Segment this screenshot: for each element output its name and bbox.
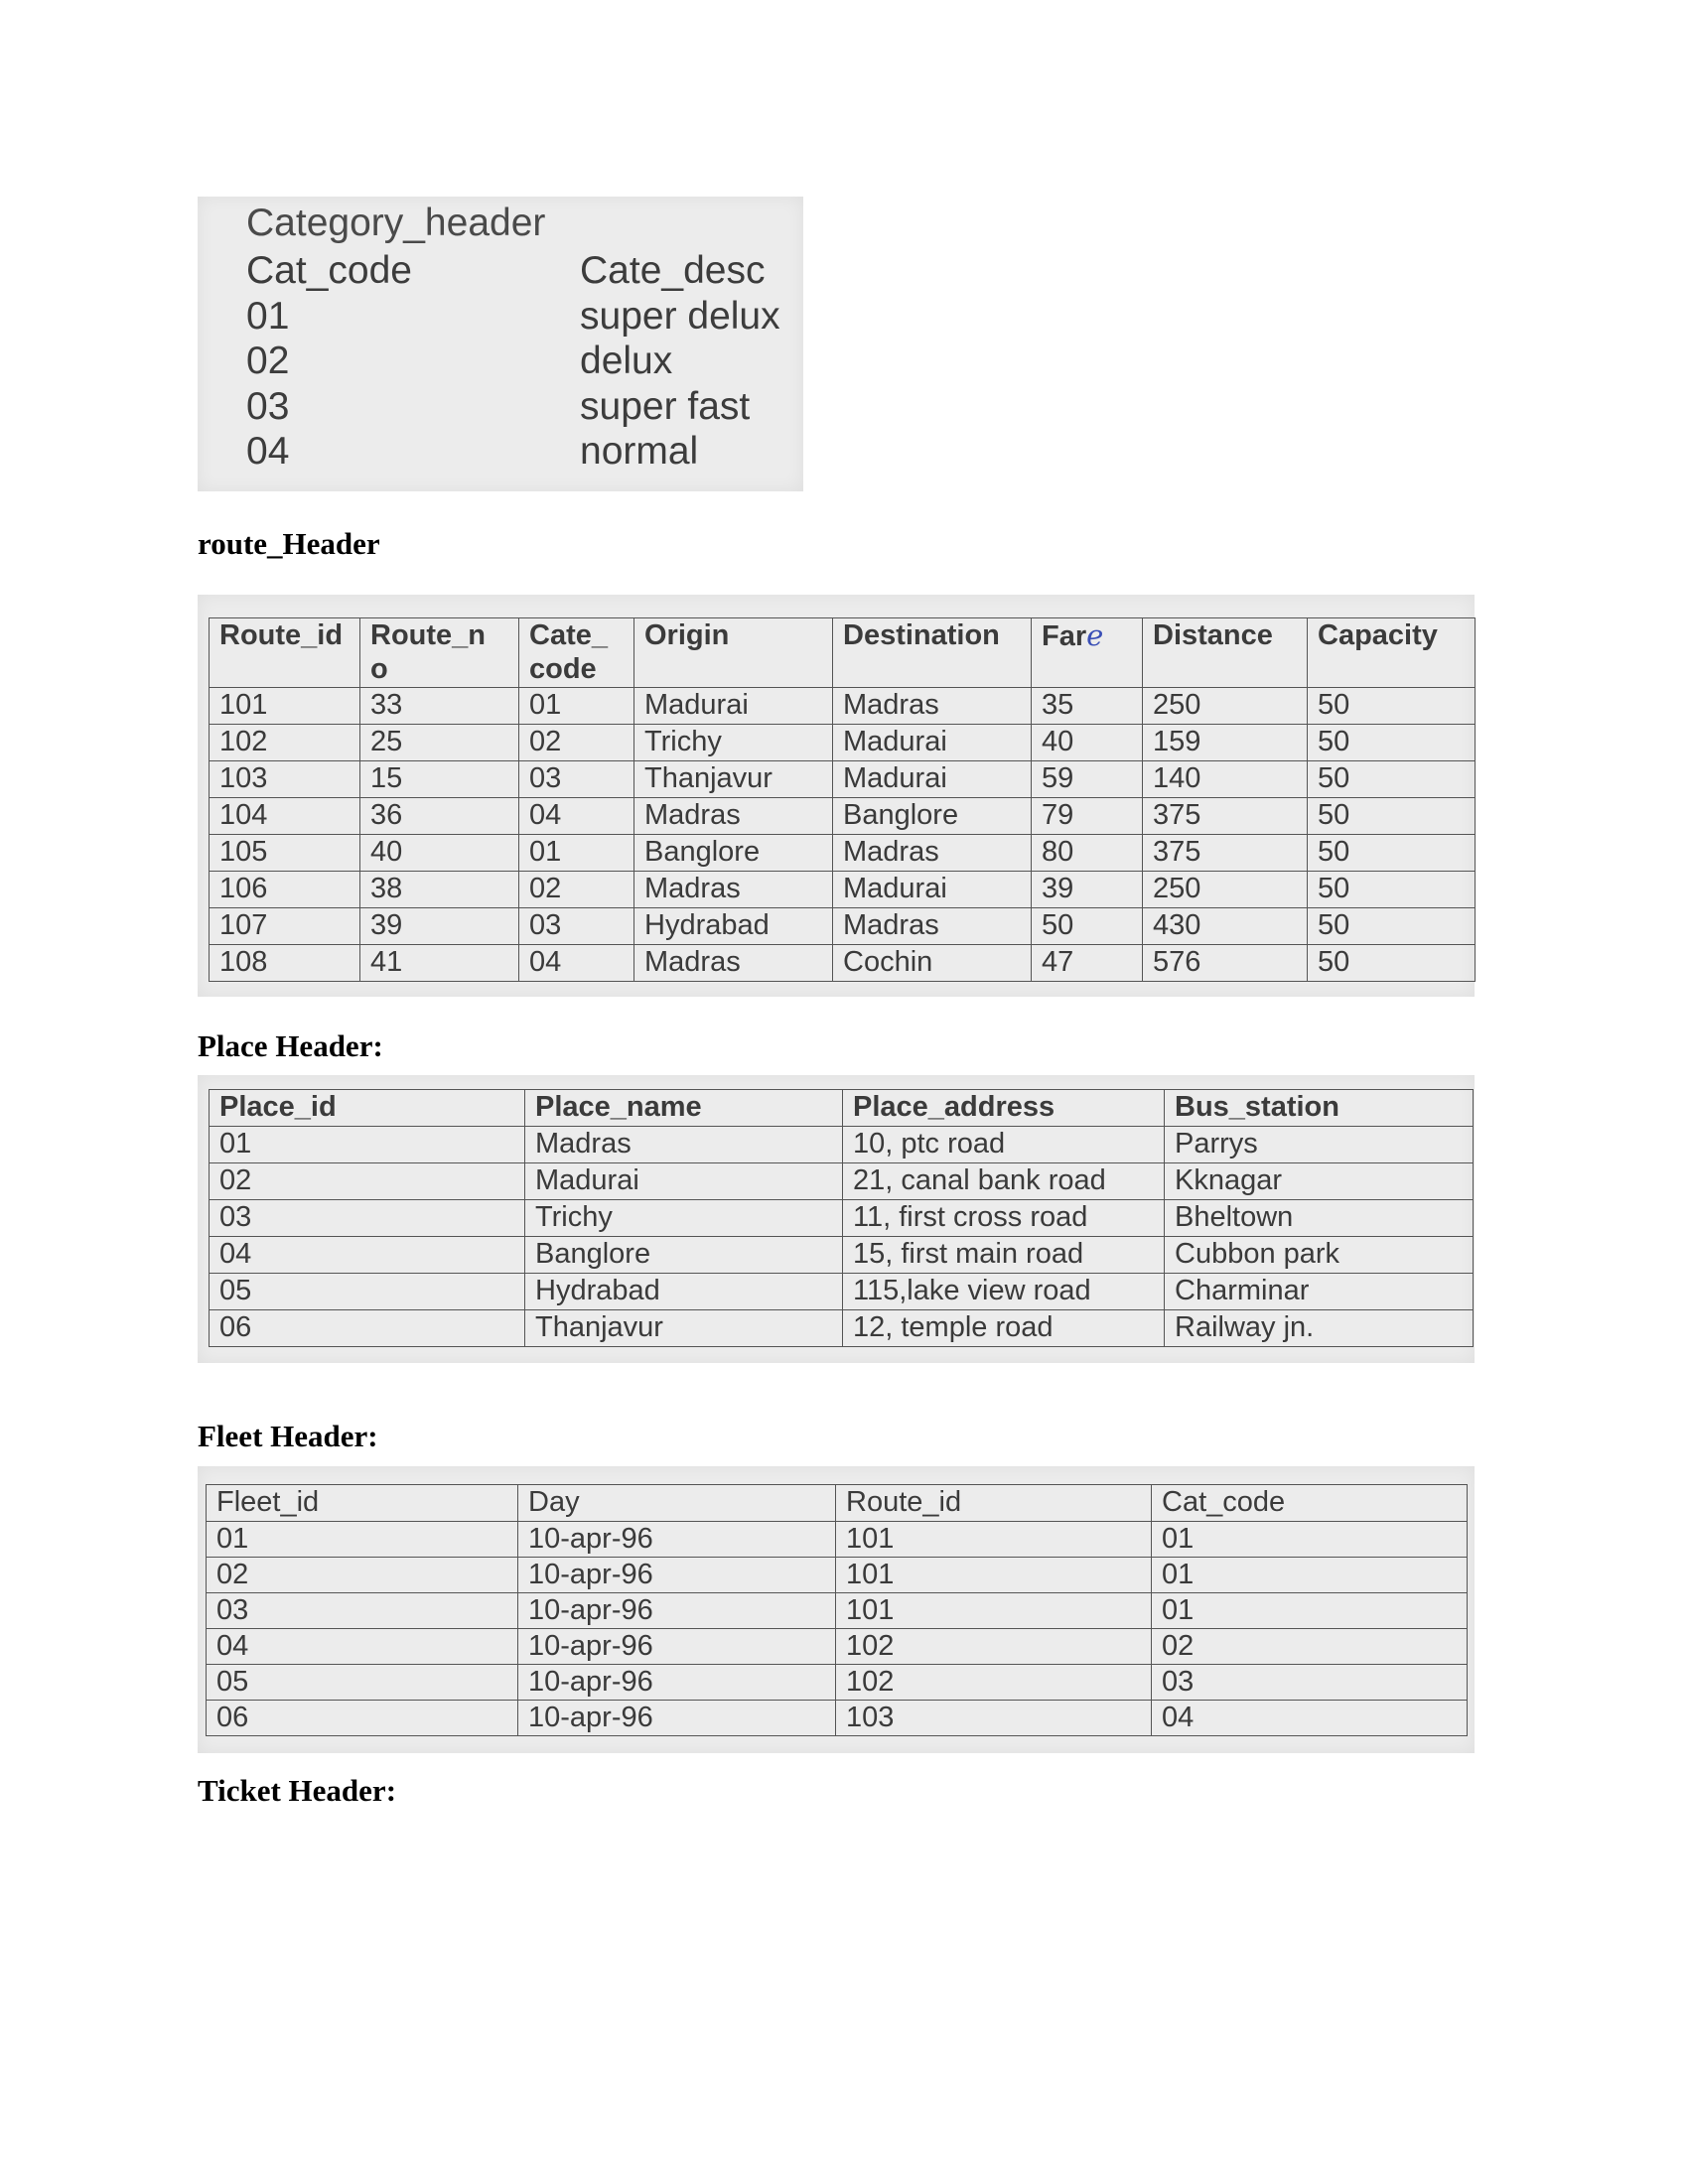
table-cell: 103 [210,761,360,798]
table-cell: 103 [836,1701,1152,1736]
table-row [210,872,1476,908]
table-cell: 25 [360,725,519,761]
table-cell: 06 [207,1701,518,1736]
table-cell: Trichy [634,725,833,761]
route-col-cate-code: Cate_ code [519,618,634,688]
table-cell: 101 [210,688,360,725]
table-cell: Madurai [833,872,1032,908]
table-cell: 50 [1032,908,1143,945]
table-cell: 47 [1032,945,1143,982]
table-cell: 03 [210,1200,525,1237]
table-cell: 50 [1308,872,1476,908]
table-cell: 01 [1152,1558,1468,1593]
table-cell: 03 [1152,1665,1468,1701]
fleet-col-cat-code: Cat_code [1152,1485,1468,1522]
table-row [210,945,1476,982]
table-cell: 104 [210,798,360,835]
category-desc: super fast [580,384,751,428]
fleet-col-fleet-id: Fleet_id [207,1485,518,1522]
fleet-table [206,1484,1468,1736]
table-row [207,1701,1468,1736]
category-code-header: Cat_code [246,249,412,292]
table-cell: 02 [210,1163,525,1200]
category-code-column [246,248,412,475]
table-cell: 10-apr-96 [518,1701,836,1736]
table-cell: 03 [519,908,634,945]
route-col-route-id: Route_id [210,618,360,688]
table-cell: 80 [1032,835,1143,872]
table-cell: 10, ptc road [843,1127,1165,1163]
table-row [210,1237,1474,1274]
table-row [210,1163,1474,1200]
table-cell: 102 [210,725,360,761]
table-cell: Madras [634,872,833,908]
route-col-fare-handwritten: e [1086,618,1104,652]
route-col-origin: Origin [634,618,833,688]
table-cell: 06 [210,1310,525,1347]
table-cell: 576 [1143,945,1308,982]
table-cell: Madras [634,798,833,835]
table-cell: 01 [210,1127,525,1163]
category-code: 04 [246,430,290,473]
table-cell: 50 [1308,908,1476,945]
table-cell: Cochin [833,945,1032,982]
route-header-row [210,618,1476,688]
table-cell: 01 [1152,1522,1468,1558]
table-cell: 102 [836,1665,1152,1701]
table-cell: 106 [210,872,360,908]
table-cell: 430 [1143,908,1308,945]
fleet-header-row [207,1485,1468,1522]
table-cell: 101 [836,1558,1152,1593]
table-cell: 101 [836,1522,1152,1558]
table-cell: 10-apr-96 [518,1629,836,1665]
table-cell: Railway jn. [1165,1310,1474,1347]
category-desc-header: Cate_desc [580,249,766,292]
table-cell: 375 [1143,835,1308,872]
table-cell: Madurai [525,1163,843,1200]
table-cell: 102 [836,1629,1152,1665]
table-cell: 250 [1143,688,1308,725]
table-cell: 02 [519,872,634,908]
table-cell: 50 [1308,798,1476,835]
table-cell: Madurai [634,688,833,725]
table-cell: 04 [1152,1701,1468,1736]
route-col-fare-print: Far [1042,620,1087,652]
table-cell: Hydrabad [634,908,833,945]
category-desc: delux [580,340,673,382]
table-row [210,1274,1474,1310]
table-cell: 04 [519,945,634,982]
table-cell: 41 [360,945,519,982]
table-cell: 03 [207,1593,518,1629]
category-title: Category_header [246,202,546,244]
category-code: 01 [246,294,290,338]
table-cell: Cubbon park [1165,1237,1474,1274]
table-cell: Charminar [1165,1274,1474,1310]
table-cell: 159 [1143,725,1308,761]
table-cell: Madurai [833,761,1032,798]
table-cell: 03 [519,761,634,798]
table-cell: 01 [207,1522,518,1558]
table-cell: 02 [1152,1629,1468,1665]
place-table [209,1089,1474,1347]
table-cell: 50 [1308,761,1476,798]
fleet-heading: Fleet Header: [198,1419,378,1453]
table-row [210,835,1476,872]
table-cell: 04 [210,1237,525,1274]
table-cell: Bheltown [1165,1200,1474,1237]
place-col-bus-station: Bus_station [1165,1090,1474,1127]
route-col-destination: Destination [833,618,1032,688]
table-cell: 140 [1143,761,1308,798]
category-desc: normal [580,430,699,473]
table-cell: 38 [360,872,519,908]
table-cell: Banglore [525,1237,843,1274]
table-row [210,688,1476,725]
table-cell: 250 [1143,872,1308,908]
table-cell: 50 [1308,945,1476,982]
route-col-route-no: Route_n o [360,618,519,688]
table-row [207,1522,1468,1558]
table-row [210,725,1476,761]
table-cell: 39 [1032,872,1143,908]
table-cell: 05 [207,1665,518,1701]
table-cell: Madras [634,945,833,982]
table-cell: 108 [210,945,360,982]
table-row [210,908,1476,945]
table-cell: 21, canal bank road [843,1163,1165,1200]
table-cell: 59 [1032,761,1143,798]
table-cell: 10-apr-96 [518,1593,836,1629]
table-cell: 10-apr-96 [518,1558,836,1593]
table-cell: 40 [1032,725,1143,761]
table-row [207,1665,1468,1701]
table-cell: Thanjavur [525,1310,843,1347]
route-heading: route_Header [198,526,380,561]
table-cell: 105 [210,835,360,872]
table-row [210,1127,1474,1163]
table-cell: 115,lake view road [843,1274,1165,1310]
table-cell: 33 [360,688,519,725]
table-cell: 05 [210,1274,525,1310]
place-col-place-id: Place_id [210,1090,525,1127]
table-cell: 15, first main road [843,1237,1165,1274]
table-cell: 375 [1143,798,1308,835]
table-cell: 50 [1308,688,1476,725]
place-heading: Place Header: [198,1028,383,1063]
table-row [207,1593,1468,1629]
ticket-heading: Ticket Header: [198,1773,397,1808]
table-cell: 50 [1308,835,1476,872]
table-cell: 50 [1308,725,1476,761]
place-header-row [210,1090,1474,1127]
table-cell: 35 [1032,688,1143,725]
table-cell: Madras [525,1127,843,1163]
table-cell: Madras [833,908,1032,945]
table-cell: 39 [360,908,519,945]
table-cell: 36 [360,798,519,835]
table-cell: 79 [1032,798,1143,835]
fleet-col-day: Day [518,1485,836,1522]
route-col-distance: Distance [1143,618,1308,688]
table-cell: Madras [833,688,1032,725]
table-cell: Madurai [833,725,1032,761]
table-cell: Banglore [833,798,1032,835]
table-cell: Thanjavur [634,761,833,798]
table-cell: 12, temple road [843,1310,1165,1347]
table-cell: Parrys [1165,1127,1474,1163]
table-cell: 01 [519,688,634,725]
table-cell: 107 [210,908,360,945]
table-cell: 04 [519,798,634,835]
table-cell: 01 [1152,1593,1468,1629]
table-cell: 04 [207,1629,518,1665]
table-cell: 11, first cross road [843,1200,1165,1237]
table-row [207,1558,1468,1593]
table-cell: 02 [207,1558,518,1593]
category-code: 02 [246,340,290,382]
table-cell: 15 [360,761,519,798]
table-row [210,1310,1474,1347]
table-cell: Kknagar [1165,1163,1474,1200]
table-cell: 40 [360,835,519,872]
category-desc-column [580,248,780,475]
category-code: 03 [246,384,290,428]
route-col-capacity: Capacity [1308,618,1476,688]
table-row [207,1629,1468,1665]
table-cell: Hydrabad [525,1274,843,1310]
table-cell: Banglore [634,835,833,872]
table-cell: Madras [833,835,1032,872]
fleet-col-route-id: Route_id [836,1485,1152,1522]
table-row [210,761,1476,798]
table-cell: 10-apr-96 [518,1522,836,1558]
table-row [210,798,1476,835]
table-cell: 01 [519,835,634,872]
table-cell: 10-apr-96 [518,1665,836,1701]
place-col-place-name: Place_name [525,1090,843,1127]
place-col-place-address: Place_address [843,1090,1165,1127]
route-table [209,617,1476,982]
table-cell: Trichy [525,1200,843,1237]
route-col-fare [1032,618,1143,688]
category-desc: super delux [580,294,780,338]
table-cell: 02 [519,725,634,761]
table-cell: 101 [836,1593,1152,1629]
table-row [210,1200,1474,1237]
